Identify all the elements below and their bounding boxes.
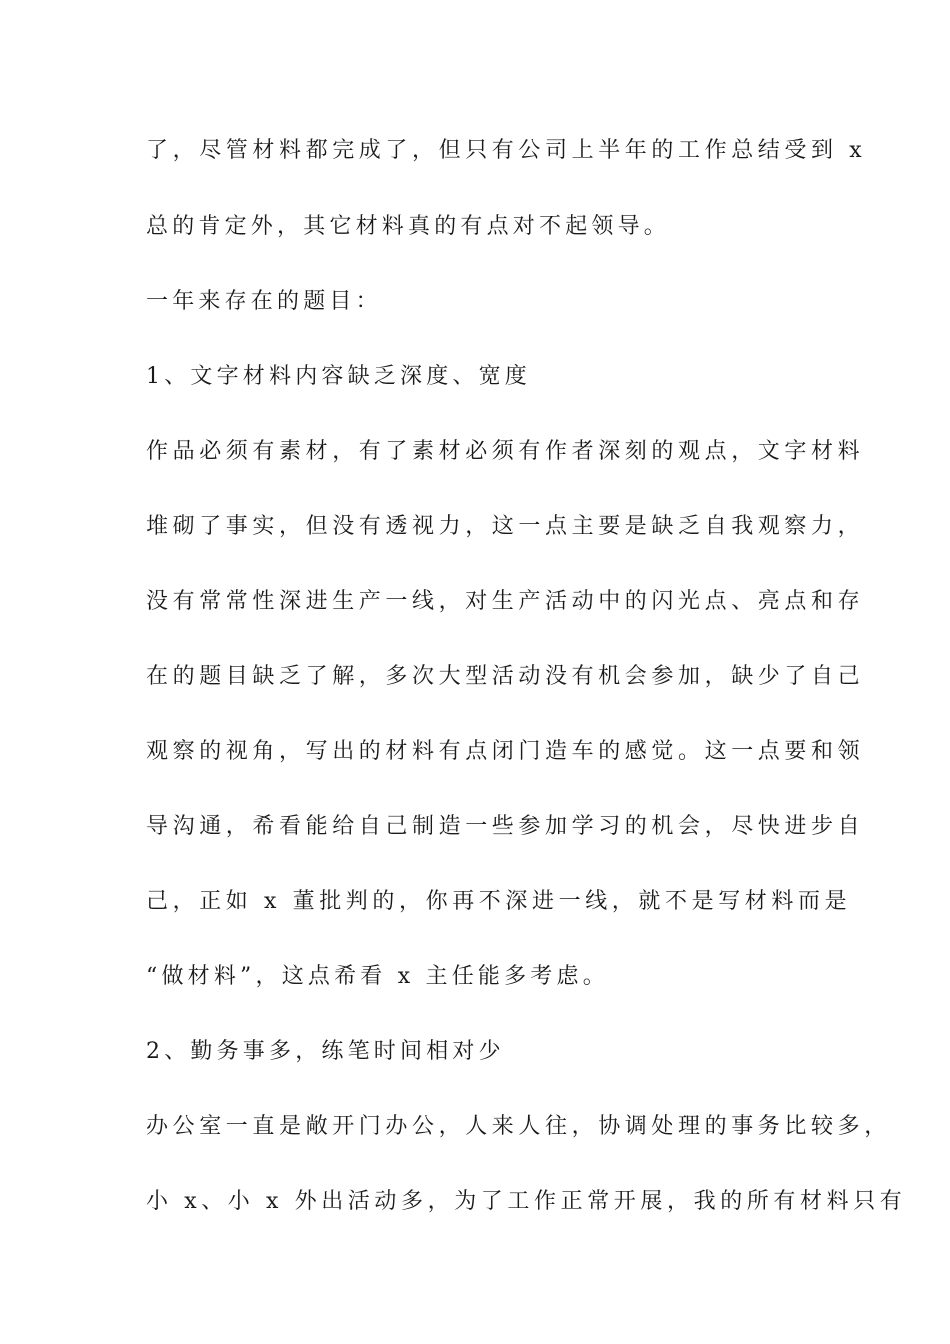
paragraph-line: 作品必须有素材，有了素材必须有作者深刻的观点，文字材料: [146, 439, 865, 464]
paragraph-line: 了，尽管材料都完成了，但只有公司上半年的工作总结受到 x: [146, 138, 867, 163]
paragraph-line: 堆砌了事实，但没有透视力，这一点主要是缺乏自我观察力，: [146, 514, 865, 539]
paragraph-line: 导沟通，希看能给自己制造一些参加学习的机会，尽快进步自: [146, 814, 865, 839]
paragraph-line: 办公室一直是敞开门办公，人来人往，协调处理的事务比较多，: [146, 1114, 891, 1139]
section-heading: 1、文字材料内容缺乏深度、宽度: [146, 364, 531, 389]
paragraph-line: 观察的视角，写出的材料有点闭门造车的感觉。这一点要和领: [146, 739, 865, 764]
paragraph-line: 小 x、小 x 外出活动多，为了工作正常开展，我的所有材料只有: [146, 1189, 907, 1214]
paragraph-line: “做材料”，这点希看 x 主任能多考虑。: [146, 964, 609, 989]
section-heading: 2、勤务事多，练笔时间相对少: [146, 1039, 505, 1064]
paragraph-line: 己，正如 x 董批判的，你再不深进一线，就不是写材料而是: [146, 889, 852, 914]
section-heading: 一年来存在的题目：: [146, 289, 382, 314]
paragraph-line: 没有常常性深进生产一线，对生产活动中的闪光点、亮点和存: [146, 589, 865, 614]
paragraph-line: 总的肯定外，其它材料真的有点对不起领导。: [146, 214, 671, 239]
paragraph-line: 在的题目缺乏了解，多次大型活动没有机会参加，缺少了自己: [146, 664, 865, 689]
